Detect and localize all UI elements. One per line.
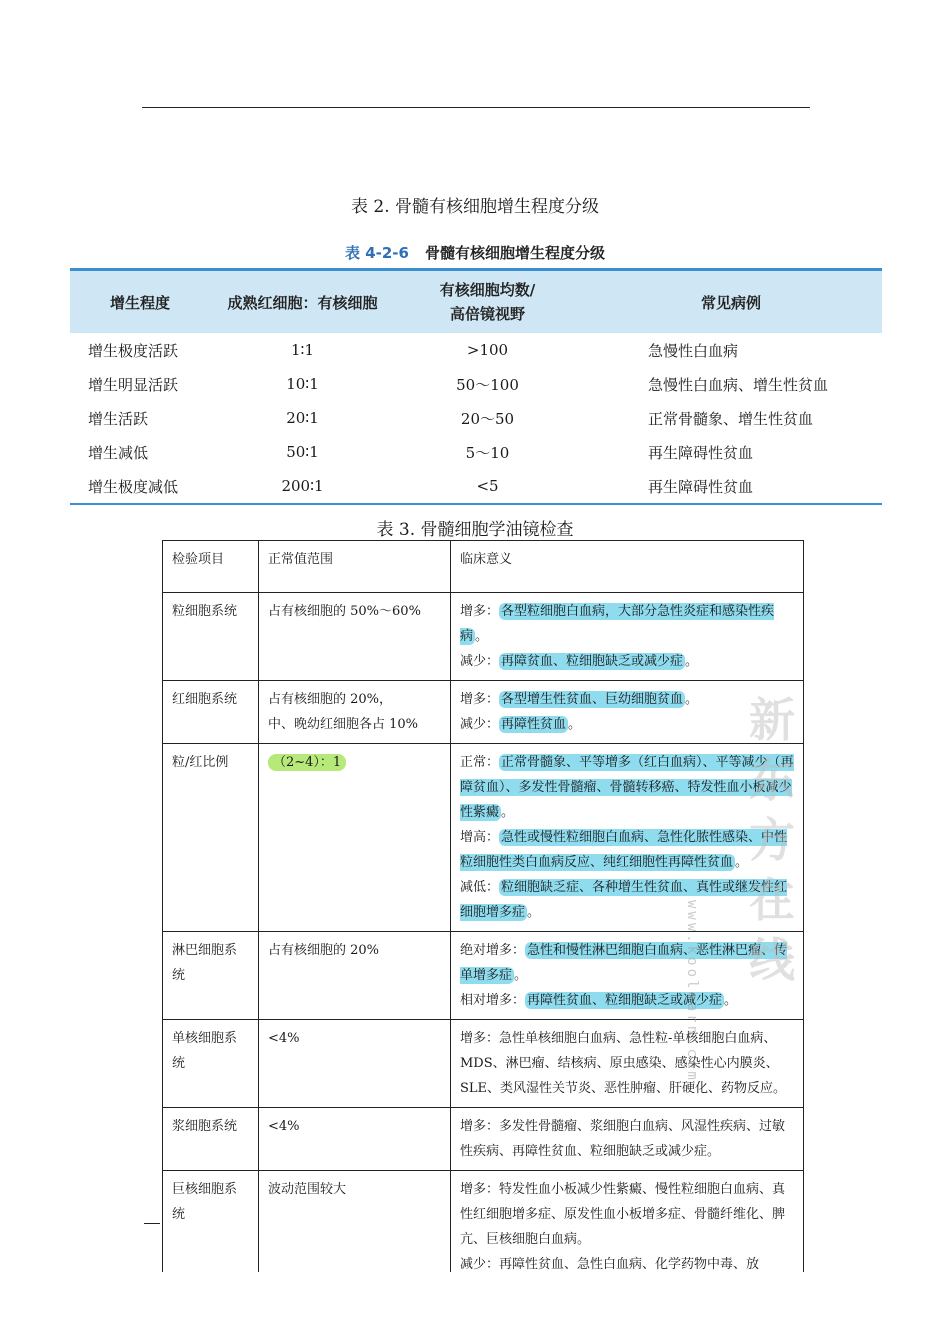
cell-grade: 增生极度减低 [88, 477, 179, 496]
header-rule [142, 107, 810, 108]
table-number: 表 4-2-6 [344, 244, 409, 262]
cell-count: >100 [466, 341, 509, 359]
cell-ratio: 1∶1 [291, 341, 314, 359]
highlighted-ratio: （2~4）：1 [268, 754, 346, 771]
cell-item: 单核细胞系统 [163, 1020, 259, 1108]
table-row [163, 932, 804, 1020]
textbook-table-title [0, 242, 950, 263]
table-row [163, 681, 804, 744]
cell-grade: 增生明显活跃 [88, 375, 179, 394]
punct: 。 [501, 805, 515, 820]
cell-cases: 急慢性白血病 [648, 341, 739, 360]
page-clip [0, 1272, 950, 1344]
cell-significance: 增多：急性单核细胞白血病、急性粒-单核细胞白血病、MDS、淋巴瘤、结核病、原虫感染、感染性心内膜炎、SLE、类风湿性关节炎、恶性肿瘤、肝硬化、药物反应。 [451, 1020, 804, 1108]
cell-count: 20～50 [460, 409, 515, 428]
header-normal-range: 正常值范围 [259, 541, 451, 593]
punct: 。 [514, 968, 528, 983]
cell-ratio: 200∶1 [281, 477, 324, 495]
cell-item: 粒细胞系统 [163, 593, 259, 681]
cell-normal [259, 744, 451, 932]
page-edge-mark [144, 1223, 160, 1224]
label: 减少： [460, 717, 500, 732]
header-cases: 常见病例 [700, 293, 761, 312]
table-row [70, 367, 882, 401]
cell-ratio: 10∶1 [286, 375, 319, 393]
cell-grade: 增生极度活跃 [88, 341, 179, 360]
header-cell-count-line1: 有核细胞均数/ [439, 281, 536, 299]
table-row [70, 469, 882, 503]
cell-normal: 波动范围较大 [259, 1171, 451, 1311]
cell-significance [451, 593, 804, 681]
cell-count: <5 [476, 477, 499, 495]
cell-normal: 占有核细胞的 50%～60% [259, 593, 451, 681]
cell-cases: 再生障碍性贫血 [648, 443, 754, 462]
label: 增多： [460, 692, 500, 707]
punct: 。 [685, 692, 699, 707]
highlighted-text: 再障性贫血 [501, 717, 567, 732]
cell-grade: 增生活跃 [88, 409, 149, 428]
punct: 。 [475, 629, 489, 644]
label: 增高： [460, 830, 500, 845]
highlighted-text: 粒细胞缺乏症、各种增生性贫血、真性或继发性红细胞增多症 [460, 880, 788, 920]
table-row [163, 744, 804, 932]
table-row [163, 1020, 804, 1108]
cell-cases: 正常骨髓象、增生性贫血 [648, 409, 814, 428]
cell-item: 浆细胞系统 [163, 1108, 259, 1171]
header-ratio: 成熟红细胞：有核细胞 [227, 293, 378, 312]
highlighted-text: 急性或慢性粒细胞白血病、急性化脓性感染、中性粒细胞性类白血病反应、纯红细胞性再障性贫血 [460, 830, 788, 870]
punct: 。 [685, 654, 699, 669]
header-cell-count [395, 278, 580, 326]
significance-line: 减少：再障性贫血、急性白血病、化学药物中毒、放 [460, 1257, 760, 1272]
table-row [70, 401, 882, 435]
cell-item: 粒/红比例 [163, 744, 259, 932]
cell-normal: 占有核细胞的 20% [259, 932, 451, 1020]
cell-ratio: 50∶1 [286, 443, 319, 461]
highlighted-text: 各型增生性贫血、巨幼细胞贫血 [501, 692, 684, 707]
oil-immersion-exam-table [162, 540, 804, 1311]
label: 增多： [460, 604, 500, 619]
cell-cases: 急慢性白血病、增生性贫血 [648, 375, 829, 394]
cell-item: 淋巴细胞系统 [163, 932, 259, 1020]
punct: 。 [735, 855, 749, 870]
label: 减少： [460, 654, 500, 669]
proliferation-grade-table [70, 268, 882, 505]
cell-normal: <4% [259, 1020, 451, 1108]
table3-caption: 表 3. 骨髓细胞学油镜检查 [376, 520, 574, 540]
cell-cases: 再生障碍性贫血 [648, 477, 754, 496]
label: 正常： [460, 755, 500, 770]
table-row [163, 1108, 804, 1171]
table-title-text: 骨髓有核细胞增生程度分级 [424, 244, 605, 262]
table-header-row [70, 271, 882, 333]
cell-count: 5～10 [465, 443, 510, 462]
highlighted-text: 再障性贫血、粒细胞缺乏或减少症 [527, 993, 723, 1008]
label: 绝对增多： [460, 943, 526, 958]
highlighted-text: 各型粒细胞白血病，大部分急性炎症和感染性疾病 [460, 604, 775, 644]
punct: 。 [568, 717, 582, 732]
label: 减低： [460, 880, 500, 895]
header-cell-count-line2: 高倍镜视野 [449, 305, 525, 323]
header-grade: 增生程度 [109, 293, 170, 312]
table-row [163, 593, 804, 681]
cell-significance: 增多：多发性骨髓瘤、浆细胞白血病、风湿性疾病、过敏性疾病、再障性贫血、粒细胞缺乏或减少症。 [451, 1108, 804, 1171]
watermark-logo: 新东方在线 [749, 693, 795, 987]
punct: 。 [527, 905, 541, 920]
cell-normal [259, 681, 451, 744]
cell-item: 巨核细胞系统 [163, 1171, 259, 1311]
table-row [70, 333, 882, 367]
normal-line2: 中、晚幼红细胞各占 10% [268, 717, 419, 732]
table-header-row [163, 541, 804, 593]
cell-ratio: 20∶1 [286, 409, 319, 427]
normal-line1: 占有核细胞的 20%， [268, 692, 393, 707]
punct: 。 [724, 993, 738, 1008]
highlighted-text: 急性和慢性淋巴细胞白血病、恶性淋巴瘤、传单增多症 [460, 943, 788, 983]
label: 相对增多： [460, 993, 526, 1008]
highlighted-text: 正常骨髓象、平等增多（红白血病）、平等减少（再障贫血）、多发性骨髓瘤、骨髓转移癌、特发性血小板减少性紫癜 [460, 755, 794, 820]
header-significance: 临床意义 [451, 541, 804, 593]
cell-count: 50～100 [456, 375, 519, 394]
cell-grade: 增生减低 [88, 443, 149, 462]
header-item: 检验项目 [163, 541, 259, 593]
cell-item: 红细胞系统 [163, 681, 259, 744]
cell-normal: <4% [259, 1108, 451, 1171]
table-row [70, 435, 882, 469]
highlighted-text: 再障贫血、粒细胞缺乏或减少症 [501, 654, 684, 669]
table2-caption: 表 2. 骨髓有核细胞增生程度分级 [350, 197, 600, 217]
watermark-url: www.koolearn.com [684, 900, 700, 1083]
significance-line: 增多：特发性血小板减少性紫癜、慢性粒细胞白血病、真性红细胞增多症、原发性血小板增多症、骨髓纤维化、脾亢、巨核细胞白血病。 [460, 1182, 786, 1247]
